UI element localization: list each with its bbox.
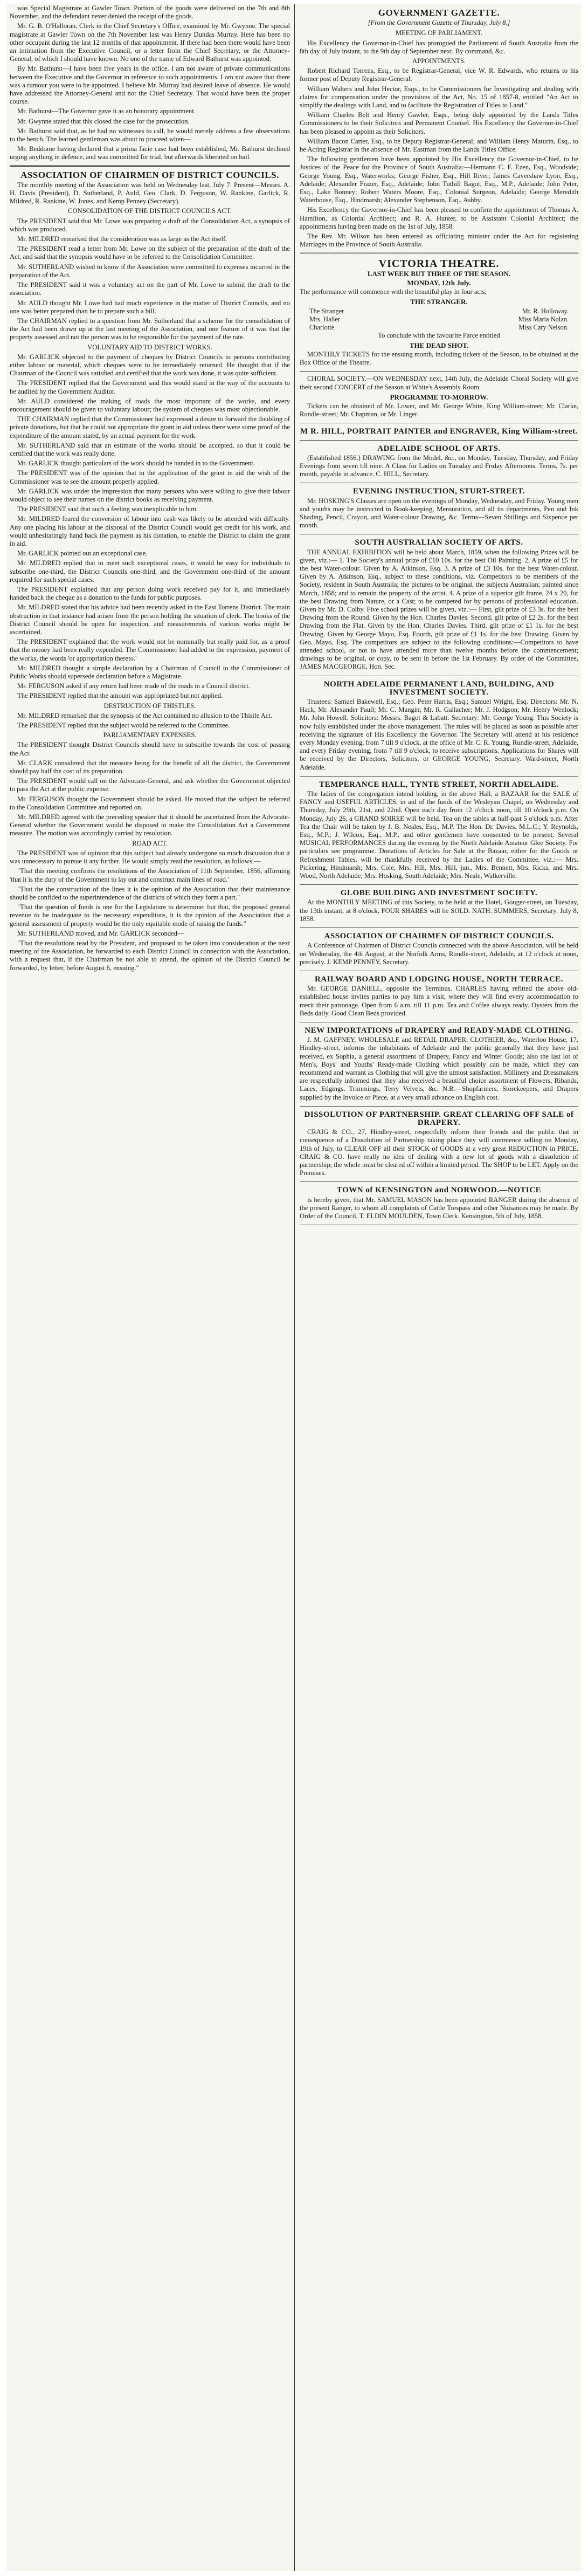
theatre-advert <box>300 257 578 372</box>
paragraph: Mr. Beddome having declared that a prima facie case had been established, Mr. Bathurst declined urging anything in defence, and was committed for trial, but afterwards liberated on bail. <box>10 145 290 161</box>
advertisement <box>300 886 578 928</box>
choral-text: CHORAL SOCIETY.—ON WEDNESDAY next, 14th July, the Adelaide Choral Society will give their second CONCERT of the Season at White's Assembly Room. <box>300 375 578 391</box>
cast-role: Mrs. Haller <box>309 315 341 323</box>
advert-body: The ladies of the congregation intend holding, in the above Hall, a BAZAAR for the SALE of FANCY and USEFUL ARTICLES, in aid of the funds of the Wesleyan Chapel, on Wednesday and Thursday, July 29th, 21st, and 22nd. Open each day from 12 o'clock noon, till 10 o'clock p.m. On Monday, July 26, a GRAND SOIREE will be held. Tea on the tables at half-past 5 o'clock p.m. After Tea the Chair will be taken by J. B. Neales, Esq., M.P. The Hon. Dr. Davies, M.L.C.; Y. Reynolds, Esq., M.P.; J. Wilcox, Esq., M.P., and other gentlemen have consented to be present. Several MUSICAL PERFORMANCES during the evening by the North Adelaide Amateur Glee Society. For particulars see programme. Donations of Articles for Sale at the Bazaar, either for the Goods or Refreshment Tables, will be thankfully received by the Ladies of the Committee, viz.:— Mrs. Pickering, Hindmarsh; Mrs. Cole, Mrs. Hill, Mrs. Hill, jun., Mrs. Bennett, Mrs. Ricks, and Mrs. Wood, North Adelaide; Mrs. Hosking, South Adelaide; Mrs. Neale, Walkerville. <box>300 790 578 880</box>
paragraph: Mr. Bathurst said that, as he had no witnesses to call, he would merely address a few observations to the bench. The learned gentleman was about to proceed when— <box>10 127 290 143</box>
paragraph: Mr. AULD thought Mr. Lowe had had much experience in the matter of District Councils, and no one was better prepared than he to prepare such a bill. <box>10 299 290 315</box>
right-column <box>300 4 578 2571</box>
cast-row <box>300 307 578 315</box>
advert-title: GLOBE BUILDING AND INVESTMENT SOCIETY. <box>340 889 538 898</box>
paragraph: Mr. G. B. O'Halloran, Clerk in the Chief Secretary's Office, examined by Mr. Gwynne. The special magistrate at Gawler Town on the 7th November last was Henry Dundas Murray. Here has been no other occupant during the last 12 months of that appointment. If there had been there would have been an intimation from the Executive Council, or a letter from the Chief Secretary, or the Attorney-General, of which I should have known. No one of the name of Edward Bathurst was appointed. <box>10 22 290 63</box>
play-one: THE STRANGER. <box>410 298 468 306</box>
paragraph: The CHAIRMAN replied to a question from Mr. Sutherland that a scheme for the consolidation of the Act had been drawn up at the last meeting of the Association, and one feature of it was that the property assessed and not the person was to be responsible for the payment of the rate. <box>10 317 290 341</box>
paragraph: The monthly meeting of the Association was held on Wednesday last, July 7. Present—Messrs. A. H. Davis (President), D. Sutherland, P. Auld, Geo. Clark, D. Ferguson, W. Rankine, Garlick, R. Mildred, R. Rankine, W. Jones, and Kemp Penney (Secretary). <box>10 181 290 205</box>
play-two: THE DEAD SHOT. <box>409 341 469 349</box>
paragraph: THE CHAIRMAN replied that the Commissioner had expressed a desire to forward the doubling of private donations, but that he could not appropriate the grant in aid unless there were some proof of the expenditure of the amount stated, by an actual payment for the work. <box>10 415 290 439</box>
paragraph: Mr. FERGUSON asked if any return had been made of the roads in a Council district. <box>17 682 250 690</box>
advertisement <box>300 484 578 534</box>
advert-title: NORTH ADELAIDE PERMANENT LAND, BUILDING, AND INVESTMENT SOCIETY. <box>323 679 555 697</box>
advert-list <box>300 424 578 1225</box>
divider <box>300 252 578 253</box>
advertisement <box>300 778 578 885</box>
newspaper-page <box>6 4 582 2571</box>
theatre-intro: The performance will commence with the beautiful play in four acts, <box>300 288 487 296</box>
paragraph: The PRESIDENT explained that the work would not be nominally but really paid for, as a proof that the money had been really expended. The Commissioner had added to the expression, payment of the works, the words 'or appropriation thereto.' <box>10 638 290 662</box>
advert-title: DISSOLUTION OF PARTNERSHIP. GREAT CLEARING OFF SALE of DRAPERY. <box>304 1110 574 1127</box>
advert-title: M R. HILL, PORTRAIT PAINTER and ENGRAVER, King William-street. <box>300 427 578 436</box>
theatre-after: To conclude with the favourite Farce entitled <box>378 331 500 339</box>
choral-programme: PROGRAMME TO-MORROW. <box>390 393 488 401</box>
advert-title: TEMPERANCE HALL, TYNTE STREET, NORTH ADELAIDE. <box>319 780 559 789</box>
paragraph: The PRESIDENT would call on the Advocate-General, and ask whether the Government objected to pass the Act at the public expense. <box>10 777 290 793</box>
choral-advert <box>300 373 578 423</box>
paragraph: was Special Magistrate at Gawler Town. Portion of the goods were delivered on the 7th and 8th November, and the defendant never denied the receipt of the goods. <box>10 4 290 20</box>
advert-title: ADELAIDE SCHOOL OF ARTS. <box>377 444 501 453</box>
paragraph: Mr. GARLICK objected to the payment of cheques by District Councils to persons contributing either labour or material, which cheques were to be immediately returned. He thought that if the Chairman of the Council was satisfied and certified that the work was done, it was quite sufficient. <box>10 353 290 377</box>
paragraph: The PRESIDENT said that Mr. Lowe was preparing a draft of the Consolidation Act, a synopsis of which was produced. <box>10 217 290 233</box>
advert-body: Mr. HOSKING'S Classes are open on the evenings of Monday, Wednesday, and Friday. Young men and youths may be instructed in Book-keeping, Mensuration, and all its departments, Pen and Ink Shading, Pencil, Crayon, and Water-colour Drawing, &c. Terms—Seven Shillings and Sixpence per month. <box>300 497 578 530</box>
paragraph: The Rev. Mr. Wilson has been entered as officiating minister under the Act for registering Marriages in the Province of South Australia. <box>300 232 578 249</box>
paragraph: Mr. MILDRED remarked that the consideration was as large as the Act itself. <box>17 235 227 243</box>
paragraph: William Bacon Carter, Esq., to be Deputy Registrar-General; and William Henry Maturin, Esq., to be Acting Registrar in the absence of Mr. Eastman from the Lands Titles Office. <box>300 137 578 154</box>
paragraph: Mr. GARLICK pointed out an exceptional case. <box>17 549 148 558</box>
paragraph: ROAD ACT. <box>132 839 168 847</box>
paragraph: The PRESIDENT replied that the Government said this would stand in the way of the accounts to be audited by the Government Auditor. <box>10 379 290 395</box>
paragraph: Mr. GARLICK was under the impression that many persons who were willing to give their labour would object to see their names on the district books as receiving payment. <box>10 487 290 503</box>
paragraph: Mr. MILDRED remarked that the synopsis of the Act contained no allusion to the Thistle Act. <box>17 711 273 719</box>
advertisement <box>300 424 578 440</box>
paragraph: The PRESIDENT replied that the subject would be referred to the Committee. <box>17 722 230 730</box>
paragraph: APPOINTMENTS. <box>412 57 466 65</box>
gazette-heading: GOVERNMENT GAZETTE. <box>378 8 500 18</box>
cast-row <box>300 324 578 332</box>
theatre-subtitle: LAST WEEK BUT THREE OF THE SEASON. <box>367 269 511 278</box>
paragraph: Mr. CLARK considered that the measure being for the benefit of all the district, the Government should pay half the cost of its preparation. <box>10 759 290 775</box>
paragraph: "That this meeting confirms the resolutions of the Association of 11th September, 1856, affirming 'that it is the duty of the Government to lay out and construct main lines of road.' <box>10 867 290 883</box>
paragraph: Mr. AULD considered the making of roads the most important of the works, and every encouragement should be given to voluntary labour; the system of cheques was most objectionable. <box>10 397 290 413</box>
advert-body: At the MONTHLY MEETING of this Society, to be held at the Hotel, Gouger-street, on Tuesday, the 13th instant, at 8 o'clock, FOUR SHARES will be SOLD. NATH. SUMMERS, Secretary. July 8, 1858. <box>300 898 578 923</box>
cast-list <box>300 307 578 332</box>
assoc-heading: ASSOCIATION OF CHAIRMEN OF DISTRICT COUNCILS. <box>20 169 279 180</box>
gazette-meeting: MEETING OF PARLIAMENT. <box>395 29 483 37</box>
advert-body: (Established 1856.) DRAWING from the Model, &c., on Monday, Tuesday, Thursday, and Friday Evenings from seven till nine. A Class for Ladies on Tuesday and Friday Afternoons. Terms, 7s. per month, payable in advance. C. HILL, Secretary. <box>300 454 578 478</box>
paragraph: By Mr. Bathurst—I have been five years in the office. I am not aware of private communications between the Executive and the Governor in reference to such appointments. I am not aware that there was a rumour you were to be appointed. I believe Mr. Murray had desired leave of absence. He would have addressed the Attorney-General and not the Chief Secretary. That would have been the proper course. <box>10 65 290 106</box>
divider <box>10 165 290 167</box>
cast-actor: Miss Maria Nolan. <box>518 315 569 323</box>
paragraph: Mr. Gwynne stated that this closed the case for the prosecution. <box>17 117 190 125</box>
assoc-report <box>10 181 290 972</box>
advert-body: CRAIG & CO., 27, Hindley-street, respectfully inform their friends and the public that in consequence of a Dissolution of Partnership taking place they will commence selling on Monday, 19th of July, to CLEAR OFF all their STOCK of GOODS at a very great REDUCTION in PRICE. CRAIG & CO. have really no idea of dealing with a new lot of goods with a dissolution of partnership; the whole must be cleared off within a limited period. The SHOP to be LET. Apply on the Premises. <box>300 1128 578 1177</box>
advert-body: Mr. GEORGE DANIELL, opposite the Terminus. CHARLES having refitted the above old-established house invites parties to pay him a visit, where they will find every accommodation to merit their patronage. Open from 6 a.m. till 11 p.m. Tea and Coffee always ready. Oysters from the Beds daily. Good Clean Beds provided. <box>300 985 578 1017</box>
paragraph: The PRESIDENT read a letter from Mr. Lowe on the subject of the preparation of the draft of the Act, and said that the synopsis would have to be referred to the Consolidation Committee. <box>10 245 290 261</box>
paragraph: The PRESIDENT replied that the amount was appropriated but not applied. <box>17 692 223 700</box>
paragraph: Mr. GARLICK thought particulars of the work should be handed in to the Government. <box>17 459 255 468</box>
cast-role: The Stranger <box>309 307 344 315</box>
paragraph: CONSOLIDATION OF THE DISTRICT COUNCILS ACT. <box>68 207 232 215</box>
gazette-subhead: [From the Government Gazette of Thursday, July 8.] <box>368 19 510 27</box>
advert-title: ASSOCIATION OF CHAIRMEN OF DISTRICT COUNCILS. <box>324 932 554 941</box>
paragraph: His Excellency the Governor-in-Chief has prorogued the Parliament of South Australia from the 8th day of July instant, to the 9th day of September next. By command, &c. <box>300 39 578 55</box>
paragraph: Mr. Bathurst—The Governor gave it as an honorary appointment. <box>17 107 196 115</box>
paragraph: The following gentlemen have been appointed by His Excellency the Governor-in-Chief, to be Justices of the Peace for the Province of South Australia:—Hermann C. F. Ezen, Esq., Woodside; George Young, Esq., Waterworks; George Fisher, Esq., Hill River; James Cavershaw Lyon, Esq., Adelaide; Alexander Frazer, Esq., Adelaide; John Tuthill Bagot, Esq., M.P., Adelaide; John Peter, Esq., Lake Bonney; Robert Waters Moore, Esq., Colonial Surgeon, Adelaide; George Meredith Waterhouse, Esq., Hindmarsh; Alexander Stephenson, Esq., Ashby. <box>300 155 578 204</box>
theatre-title: VICTORIA THEATRE. <box>378 258 500 270</box>
paragraph: DESTRUCTION OF THISTLES. <box>103 702 196 710</box>
paragraph: Mr. MILDRED agreed with the preceding speaker that it should be ascertained from the Advocate-General whether the Government would be disposed to make the Consolidation Act a Government measure. The motion was accordingly carried by resolution. <box>10 813 290 837</box>
paragraph: Mr. SUTHERLAND wished to know if the Association were committed to expenses incurred in the preparation of the Act. <box>10 263 290 279</box>
paragraph: "That the the construction of the lines it is the opinion of the Association that their maintenance should be confided to the superintendence of the districts of which they form a part." <box>10 885 290 901</box>
paragraph: Robert Richard Torrens, Esq., to be Registrar-General, vice W. R. Edwards, who returns to his former post of Deputy Registrar-General. <box>300 67 578 83</box>
paragraph: Mr. MILDRED thought a simple declaration by a Chairman of Council to the Commissioner of Public Works should supersede declaration before a Magistrate. <box>10 664 290 681</box>
left-column <box>10 4 290 2571</box>
paragraph: The PRESIDENT said that such a feeling was inexplicable to him. <box>17 505 198 513</box>
advert-body: THE ANNUAL EXHIBITION will be held about March, 1859, when the following Prizes will be given, viz.:— 1. The Society's annual prize of £10 10s. for the best Oil Painting. 2. A prize of £5 for the best Water-colour. Given by A. Atkinson, Esq. 3. A prize of £3 10s. for the best Water-colour. Given by A. Atkinson, Esq., subject to these conditions, viz. Competitors to be members of the Society, resident in South Australia; the pictures to be original, the subjects Australian; painted since March, 1858; and to remain the property of the artist. 4. A prize of a superior gilt frame, 24 x 20, for the best Drawing from Nature, or a Cast; to be competed for by persons of professional education. Given by Mr. D. Colby. Five school prizes will be given, viz.:— First, gilt prize of £3 3s. for the best Drawing from the Round. Given by the Hon. Charles Davies. Second, gilt prize of £2 2s. for the best Drawing from the Flat. Given by the Hon. Charles Davies. Third, gilt prize of £1 1s. for the best Drawing. Given by George Mayo, Esq. Fourth, gilt prize of £1 1s. for the best Drawing. Given by Geo. Mayo, Esq. The competitors are subject to the following conditions:—Competitors to have attended school, or not to have attended more than twelve months before the commencement; drawings to be original, or copy, to be sent in before the 1st February. By order of the Committee, JAMES MACGEORGE, Hon. Sec. <box>300 548 578 671</box>
advertisement <box>300 972 578 1022</box>
cast-role: Charlotte <box>309 323 335 331</box>
advertisement <box>300 535 578 676</box>
paragraph: PARLIAMENTARY EXPENSES. <box>103 731 197 739</box>
advert-body: is hereby given, that Mr. SAMUEL MASON has been appointed RANGER during the absence of the present Ranger, to whom all complaints of Cattle Trespass and other Nuisances may be made. By Order of the Council, T. ELDIN MOULDEN, Town Clerk. Kensington, 5th of July, 1858. <box>300 1196 578 1220</box>
paragraph: Mr. MILDRED stated that his advice had been recently asked in the East Torrens District. The main obstruction in that instance had arisen from the person holding the situation of clerk. The books of the District Council should be open for inspection, and measurements of various works might be ascertained. <box>10 603 290 636</box>
paragraph: The PRESIDENT said it was a voluntary act on the part of Mr. Lowe to submit the draft to the association. <box>10 281 290 297</box>
advert-title: TOWN of KENSINGTON and NORWOOD.—NOTICE <box>336 1186 542 1195</box>
paragraph: His Excellency the Governor-in-Chief has been pleased to confirm the appointment of Thomas A. Hamilton, as Colonial Architect; and R. A. Hunter, to be Assistant Colonial Architect; the appointments having been made on the 1st of July, 1858. <box>300 206 578 230</box>
cast-actor: Mr. R. Holloway. <box>522 307 569 315</box>
gazette-body <box>300 39 578 249</box>
paragraph: Mr. MILDRED feared the conversion of labour into cash was likely to be attended with difficulty. Any one placing his labour at the disposal of the District Council would get credit for his work, and would unhesitatingly hand back the payment as his donation, to enable the District to claim the grant in aid. <box>10 515 290 547</box>
paragraph: William Charles Belt and Henry Gawler, Esqs., being duly appointed by the Lands Titles Commissioners to be their Solicitors and Permanent Counsel. His Excellency the Governor-in-Chief has been pleased to appoint as their Solicitors. <box>300 111 578 135</box>
paragraph: VOLUNTARY AID TO DISTRICT WORKS. <box>87 343 212 351</box>
theatre-monthly: MONTHLY TICKETS for the ensuing month, including tickets of the Season, to be obtained at the Box Office of the Theatre. <box>300 350 578 367</box>
paragraph: William Walters and John Hector, Esqs., to be Commissioners for Investigating and dealing with claims for compensation under the provisions of the Act, No. 15 of 1857-8, entitled "An Act to simplify the dealings with Land, and to facilitate the Registration of Titles to Land." <box>300 85 578 109</box>
paragraph: The PRESIDENT was of the opinion that in the application of the grant in aid the wish of the Commissioner was to see the amount properly applied. <box>10 469 290 485</box>
paragraph: "That the resolutions read by the President, and proposed to be taken into consideration at the next meeting of the Association, be forwarded to each District Council in connection with the Association, with a request that, if the Chairman be not able to attend, the opinion of the District Council be forwarded, by letter, before August 6, ensuing." <box>10 939 290 972</box>
paragraph: Mr. MILDRED replied that to meet such exceptional cases, it would be easy for individuals to subscribe one-third, the District Councils one-third, and the Government one-third of the amount required for such special cases. <box>10 559 290 583</box>
theatre-date: MONDAY, 12th July. <box>407 278 471 287</box>
advertisement <box>300 1023 578 1107</box>
paragraph: Mr. SUTHERLAND said that an estimate of the works should be accepted, so that it could be certified that the work was really done. <box>10 441 290 457</box>
court-report <box>10 4 290 162</box>
paragraph: "That the question of funds is one for the Legislature to determine; but that, the proposed general revenue to be inadequate to the necessary expenditure, it is the opinion of the Association that a general assessment of property would be the only equitable mode of raising the funds." <box>10 903 290 928</box>
advertisement <box>300 1108 578 1183</box>
advert-body: Trustees: Samuel Bakewell, Esq.; Geo. Peter Harris, Esq.; Samuel Wright, Esq. Directors: Mr. N. Hack; Mr. Alexander Paull; Mr. C. Mangin; Mr. R. Gallacher; Mr. J. Hodgson; Mr. Henry Wenlock; Mr. John Howell. Solicitors: Messrs. Bagot & Labatt. Secretary: Mr. George Young. This Society is now fully established under the above management. The rules will be placed as soon as possible after receiving the signature of His Excellency the Governor. The Secretary will attend at his residence every Monday evening, from 7 till 9 o'clock, at the office of Mr. C. R. Young, Rundle-street, Adelaide, and every Friday evening, from 7 till 9 o'clock, to receive subscriptions. Applications for Shares will be received by the Directors, Solicitors, or GEORGE YOUNG, Secretary. Ward-street, North Adelaide. <box>300 698 578 771</box>
advert-body: A Conference of Chairmen of District Councils connected with the above Association, will be held on Wednesday, the 4th August, at the Norfolk Arms, Rundle-street, Adelaide, at 12 o'clock at noon, precisely. J. KEMP PENNEY, Secretary. <box>300 942 578 966</box>
advert-title: RAILWAY BOARD AND LODGING HOUSE, NORTH TERRACE. <box>314 974 564 984</box>
advertisement <box>300 677 578 777</box>
paragraph: The PRESIDENT thought District Councils should have to subscribe towards the cost of passing the Act. <box>10 741 290 757</box>
cast-actor: Miss Cary Nelson. <box>518 323 569 331</box>
choral-tickets: Tickets can be obtained of Mr. Lower, and Mr. George White, King William-street; Mr. Clarke, Rundle-street; Mr. Chapman, or Mr. Linger. <box>300 402 578 418</box>
advert-title: EVENING INSTRUCTION, STURT-STREET. <box>352 487 525 496</box>
paragraph: The PRESIDENT was of opinion that this subject had already undergone so much discussion that it was unnecessary to pursue it any further. He would simply read the resolution, as follows:— <box>10 849 290 865</box>
advertisement <box>300 1183 578 1225</box>
advertisement <box>300 929 578 971</box>
paragraph: The PRESIDENT explained that any person doing work received pay for it, and immediately handed back the cheque as a donation to the funds for public purposes. <box>10 586 290 602</box>
paragraph: Mr. FERGUSON thought the Government should be asked. He moved that the subject be referred to the Consolidation Committee and reported on. <box>10 795 290 811</box>
column-rule <box>294 4 295 2571</box>
advertisement <box>300 442 578 484</box>
cast-row <box>300 315 578 324</box>
advert-title: SOUTH AUSTRALIAN SOCIETY OF ARTS. <box>355 538 523 547</box>
advert-title: NEW IMPORTATIONS of DRAPERY and READY-MADE CLOTHING. <box>305 1026 573 1035</box>
advert-body: J. M. GAFFNEY, WHOLESALE and RETAIL DRAPER, CLOTHIER, &c., Waterloo House, 17, Hindley-street, informs the inhabitants of Adelaide and the public generally that they have just received, ex Sophia, a general assortment of Drapery, Fancy and Winter Goods; also the last lot of Men's, Boys' and Youths' Ready-made Clothing which possibly can be made, which they can recommend and warrant as Clothing that will give the utmost satisfaction. Millinery and Dressmakers are respectfully informed that they also received a beautiful choice assortment of Flowers, Ribands, Laces, Edgings, Trimmings, Terry Velvets, &c. N.B.—Shopfarmers, Storekeepers, and Drapers supplied by the Invoice or Piece, at a very small advance on English cost. <box>300 1036 578 1101</box>
paragraph: Mr. SUTHERLAND moved, and Mr. GARLICK seconded— <box>17 929 184 937</box>
